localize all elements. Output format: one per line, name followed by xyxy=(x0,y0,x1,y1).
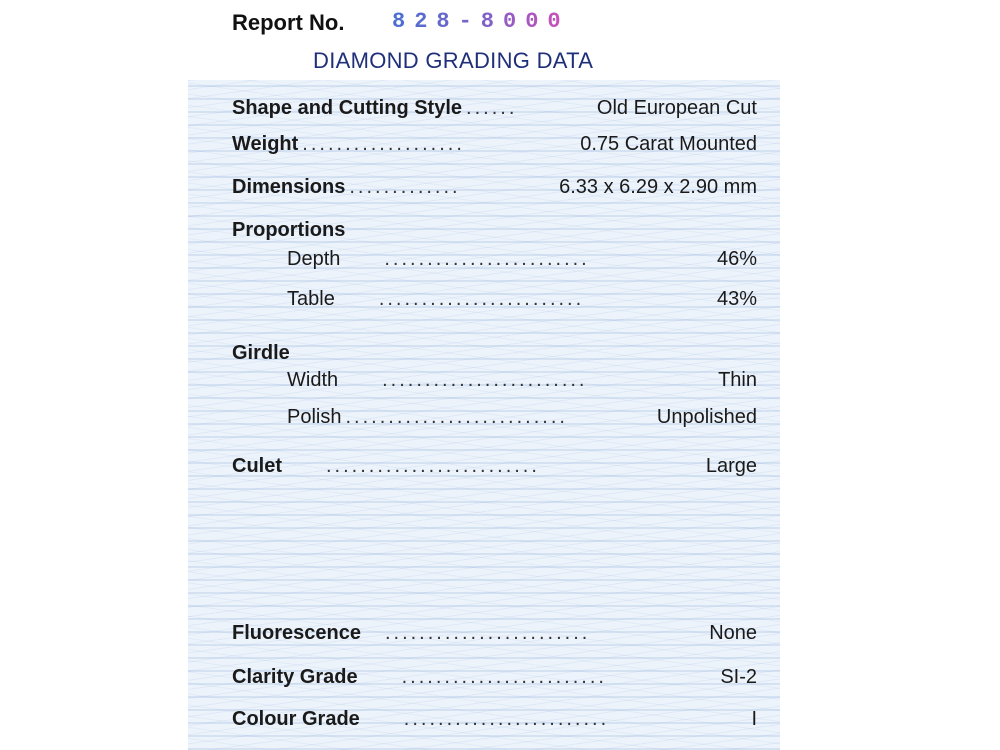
polish-label: Polish xyxy=(287,406,342,428)
clarity-label: Clarity Grade xyxy=(232,666,358,688)
culet-value: Large xyxy=(705,455,757,477)
polish-leader: .......................... xyxy=(345,406,568,428)
shape-label: Shape and Cutting Style xyxy=(232,97,463,119)
dimensions-row xyxy=(232,176,757,202)
girdle-width-label: Width xyxy=(287,369,339,391)
dimensions-leader: ............. xyxy=(349,176,461,198)
girdle-width-value: Thin xyxy=(718,369,757,391)
depth-value: 46% xyxy=(716,248,757,270)
report-number-label: Report No. xyxy=(232,10,345,35)
culet-label: Culet xyxy=(232,455,282,477)
weight-label: Weight xyxy=(232,133,299,155)
clarity-value: SI-2 xyxy=(720,666,757,688)
clarity-leader: ........................ xyxy=(401,666,607,688)
culet-leader: ......................... xyxy=(326,455,540,477)
dimensions-value: 6.33 x 6.29 x 2.90 mm xyxy=(559,176,757,198)
table-value: 43% xyxy=(716,288,757,310)
girdle-heading: Girdle xyxy=(232,342,290,364)
depth-row xyxy=(232,248,757,274)
fluorescence-row xyxy=(232,622,757,648)
colour-leader: ........................ xyxy=(403,708,610,730)
polish-value: Unpolished xyxy=(656,406,757,428)
weight-row xyxy=(232,133,757,159)
table-label: Table xyxy=(287,288,335,310)
clarity-row xyxy=(232,666,757,692)
fluorescence-value: None xyxy=(709,622,757,644)
table-row xyxy=(232,288,757,314)
colour-value: I xyxy=(751,708,757,730)
colour-label: Colour Grade xyxy=(232,708,360,730)
colour-row xyxy=(232,708,757,734)
girdle-width-leader: ........................ xyxy=(382,369,588,391)
girdle-width-row xyxy=(232,369,757,395)
polish-row xyxy=(232,406,757,432)
document-title: DIAMOND GRADING DATA xyxy=(313,48,594,73)
table-leader: ........................ xyxy=(378,288,585,310)
culet-row xyxy=(232,455,757,481)
shape-row xyxy=(232,97,757,123)
depth-label: Depth xyxy=(287,248,341,270)
report-number: 828-8000 xyxy=(392,9,570,34)
fluorescence-label: Fluorescence xyxy=(232,622,361,644)
weight-leader: ................... xyxy=(302,133,465,155)
shape-value: Old European Cut xyxy=(596,97,757,119)
fluorescence-leader: ........................ xyxy=(384,622,591,644)
weight-value: 0.75 Carat Mounted xyxy=(580,133,757,155)
depth-leader: ........................ xyxy=(384,248,590,270)
dimensions-label: Dimensions xyxy=(232,176,346,198)
proportions-heading: Proportions xyxy=(232,219,346,241)
shape-leader: ...... xyxy=(466,97,518,119)
